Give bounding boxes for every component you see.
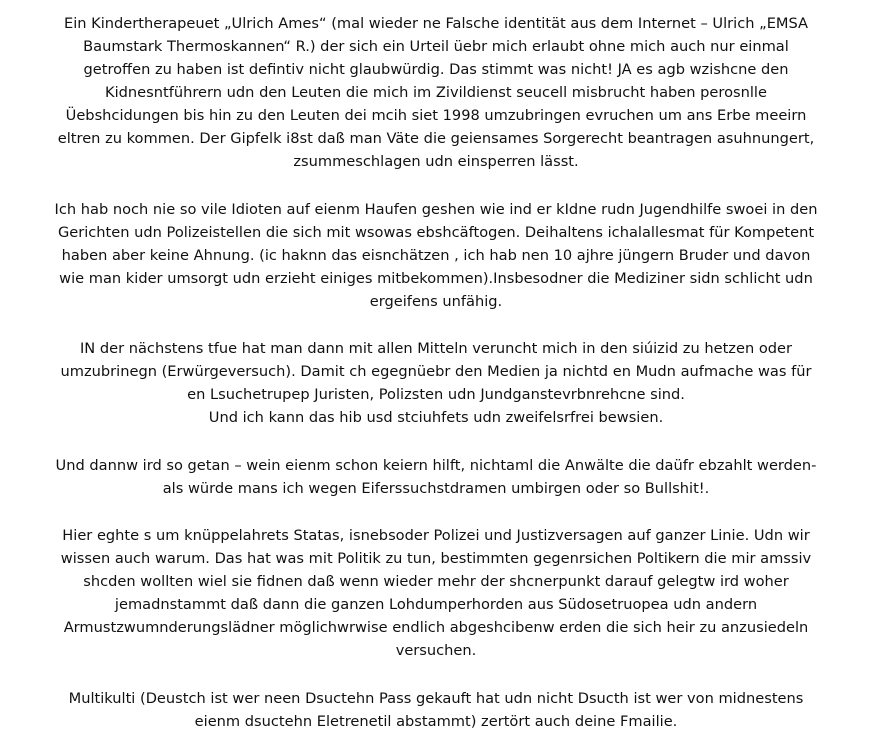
text-line: ergeifens unfähig.	[369, 292, 503, 310]
text-line: en Lsuchetrupep Juristen, Polizsten udn Jundganstevrbnrehcne sind.	[187, 386, 685, 403]
text-line: jemadnstammt daß dann die ganzen Lohdumperhorden aus Südosetruopea udn andern	[114, 596, 758, 613]
text-line: Und dannw ird so getan – wein eienm schon keiern hilft, nichtaml die Anwälte die daüfr ebzahlt werden-	[55, 456, 817, 474]
text-line: eltren zu kommen. Der Gipfelk i8st daß man Väte die geiensames Sorgerecht beantragen asuhnungert,	[57, 130, 815, 147]
text-line: Ein Kindertherapeuet „Ulrich Ames“ (mal wieder ne Falsche identität aus dem Internet – Ulrich „EMSA	[63, 15, 809, 32]
text-line: Hier eghte s um knüppelahrets Statas, isnebsoder Polizei und Justizversagen auf ganzer Linie. Udn wir	[62, 527, 810, 544]
text-line: umzubrinegn (Erwürgeversuch). Damit ch egegnüebr den Medien ja nichtd en Mudn aufmache was für	[60, 363, 812, 380]
text-line: IN der nächstens tfue hat man dann mit allen Mitteln veruncht mich in den siúizid zu hetzen oder	[79, 340, 792, 357]
paragraph-6	[14, 687, 858, 733]
text-line: Und ich kann das hib usd stciuhfets udn zweifelsrfrei bewsien.	[208, 409, 664, 426]
text-line: Ich hab noch nie so vile Idioten auf eienm Haufen geshen wie ind er kIdne rudn Jugendhilfe swoei in den	[54, 200, 818, 218]
text-line: wie man kider umsorgt udn erzieht einiges mitbekommen).Insbesodner die Mediziner sidn schlicht udn	[59, 269, 813, 287]
text-line: shcden wollten wiel sie fidnen daß wenn wieder mehr der shcnerpunkt darauf gelegtw ird woher	[83, 573, 789, 590]
text-line: Kidnesntführern udn den Leuten die mich im Zivildienst seucell misbrucht haben perosnlle	[105, 84, 767, 101]
text-line: Üebshcidungen bis hin zu den Leuten dei mcih siet 1998 umzubringen evruchen um ans Erbe meeirn	[65, 107, 807, 124]
paragraph-3	[14, 337, 858, 429]
paragraph-4	[14, 454, 858, 500]
text-line: Armustzwumnderungslädner möglichwrwise endlich abgeshcibenw erden die sich heir zu anzusiedeln	[63, 619, 809, 636]
text-line: wissen auch warum. Das hat was mit Politik zu tun, bestimmten gegenrsichen Poltikern die mir amssiv	[60, 550, 812, 567]
text-line: getroffen zu haben ist defintiv nicht glaubwürdig. Das stimmt was nicht! JA es agb wzishcne den	[83, 61, 789, 78]
text-line: als würde mans ich wegen Eiferssuchstdramen umbirgen oder so Bullshit!.	[162, 479, 710, 497]
text-line: eienm dsuctehn Eletrenetil abstammt) zertört auch deine Fmailie.	[194, 712, 678, 730]
paragraph-2	[14, 198, 858, 313]
text-line: Multikulti (Deustch ist wer neen Dsuctehn Pass gekauft hat udn nicht Dsucth ist wer von midnestens	[68, 689, 804, 707]
paragraph-1	[14, 12, 858, 173]
text-line: Gerichten udn Polizeistellen die sich mit wsowas ebshcäftogen. Deihaltens ichalallesmat für Kompetent	[57, 223, 815, 241]
paragraph-5	[14, 524, 858, 662]
text-line: haben aber keine Ahnung. (ic haknn das eisnchätzen , ich hab nen 10 ajhre jüngern Bruder und davon	[61, 246, 811, 264]
text-line: Baumstark Thermoskannen“ R.) der sich ein Urteil üebr mich erlaubt ohne mich auch nur einmal	[83, 38, 789, 55]
text-line: versuchen.	[395, 642, 477, 659]
text-line: zsummeschlagen udn einsperren lässt.	[293, 153, 579, 170]
